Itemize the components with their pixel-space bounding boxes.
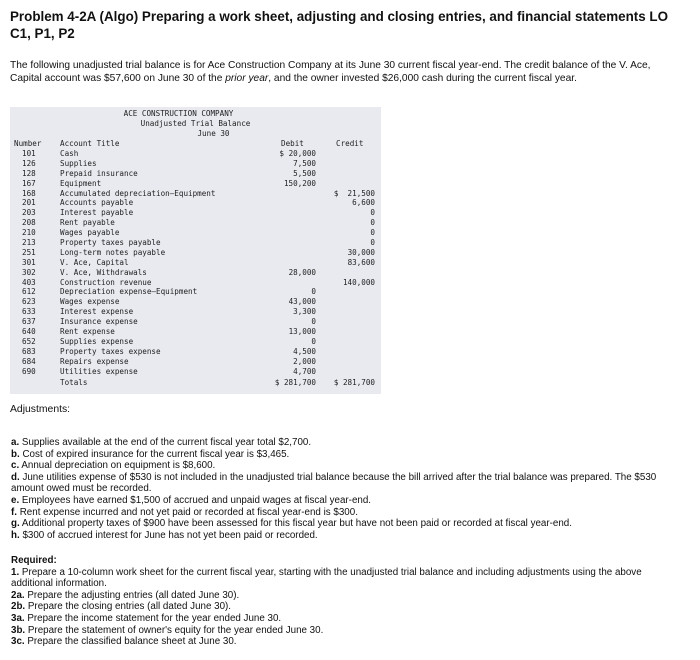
- list-item: [11, 460, 661, 472]
- account-number: 213: [22, 238, 36, 248]
- trial-balance-table: [10, 107, 381, 394]
- account-title: Repairs expense: [60, 356, 129, 366]
- account-title: Utilities expense: [60, 366, 138, 376]
- account-title: Supplies expense: [60, 336, 134, 346]
- account-title: Construction revenue: [60, 277, 152, 287]
- account-title: Equipment: [60, 178, 102, 188]
- adjustments-label: Adjustments:: [10, 404, 71, 415]
- company-name: ACE CONSTRUCTION COMPANY: [123, 109, 234, 118]
- table-row: [10, 367, 381, 377]
- table-row: [10, 347, 381, 357]
- account-title: Long-term notes payable: [60, 247, 166, 257]
- table-row: [10, 218, 381, 228]
- account-title: Property taxes payable: [60, 238, 161, 248]
- table-row: [10, 307, 381, 317]
- account-title: Depreciation expense—Equipment: [60, 287, 198, 297]
- account-number: 201: [22, 198, 36, 208]
- trial-balance-subtitle: Unadjusted Trial Balance: [140, 119, 251, 128]
- adjustment-text: June utilities expense of $530 is not included in the unadjusted trial balance because the bill arrived after the trial balance was prepared. The $530 amount owed must be recorded.: [11, 471, 657, 495]
- table-row: [10, 248, 381, 258]
- adjustment-text: Additional property taxes of $900 have been assessed for this fiscal year but have not been paid or recorded at fiscal year-end.: [21, 518, 572, 530]
- adjustment-letter: g.: [11, 518, 20, 530]
- problem-title: Problem 4-2A (Algo) Preparing a work sheet, adjusting and closing entries, and financial statements LO C1, P1, P2: [10, 9, 669, 41]
- header-account-title: Account Title: [60, 139, 120, 148]
- account-title: Rent payable: [60, 218, 115, 228]
- account-title: Interest expense: [60, 307, 134, 317]
- table-row: [10, 268, 381, 278]
- table-row: [10, 149, 381, 159]
- list-item: [11, 567, 661, 590]
- account-title: Accounts payable: [60, 198, 134, 208]
- account-number: 210: [22, 228, 36, 238]
- table-row: [10, 297, 381, 307]
- table-row: [10, 327, 381, 337]
- adjustment-letter: f.: [11, 506, 17, 518]
- account-number: 640: [22, 327, 36, 337]
- account-title: Rent expense: [60, 327, 115, 337]
- debit-amount: 43,000: [288, 297, 316, 307]
- account-number: 302: [22, 267, 36, 277]
- list-item: [11, 449, 661, 461]
- account-title: Cash: [60, 149, 79, 158]
- account-title: Interest payable: [60, 208, 134, 218]
- adjustment-text: Cost of expired insurance for the current fiscal year is $3,465.: [22, 448, 290, 460]
- required-text: Prepare the income statement for the year ended June 30.: [27, 612, 282, 624]
- account-number: 101: [22, 149, 36, 158]
- list-item: [11, 636, 661, 648]
- account-number: 683: [22, 346, 36, 356]
- account-number: 403: [22, 277, 36, 287]
- table-row: [10, 258, 381, 268]
- credit-amount: 0: [370, 208, 375, 218]
- list-item: [11, 530, 661, 542]
- debit-amount: 0: [311, 336, 316, 346]
- required-text: Prepare the adjusting entries (all dated June 30).: [27, 589, 240, 601]
- adjustment-letter: a.: [11, 437, 20, 448]
- list-item: [11, 472, 661, 495]
- account-number: 690: [22, 366, 36, 376]
- list-item: [11, 590, 661, 602]
- account-number: 203: [22, 208, 36, 218]
- debit-amount: 0: [311, 287, 316, 297]
- header-debit: Debit: [281, 139, 304, 148]
- required-number: 2a.: [11, 589, 25, 601]
- adjustment-letter: e.: [11, 494, 20, 506]
- account-number: 208: [22, 218, 36, 228]
- debit-amount: 7,500: [293, 158, 316, 168]
- adjustment-text: Rent expense incurred and not yet paid or recorded at fiscal year-end is $300.: [19, 506, 358, 518]
- account-title: Prepaid insurance: [60, 168, 138, 178]
- table-row: [10, 337, 381, 347]
- required-number: 3b.: [11, 624, 26, 636]
- header-number: Number: [14, 139, 42, 148]
- debit-amount: 28,000: [288, 267, 316, 277]
- totals-label: Totals: [60, 378, 88, 387]
- account-number: 652: [22, 336, 36, 346]
- required-text: Prepare a 10-column work sheet for the current fiscal year, starting with the unadjusted trial balance and including adjustments using the above additional information.: [11, 566, 642, 590]
- debit-amount: 5,500: [293, 168, 316, 178]
- adjustments-list: [11, 437, 661, 541]
- credit-amount: 83,600: [347, 257, 375, 267]
- adjustment-letter: d.: [11, 471, 20, 483]
- required-text: Prepare the classified balance sheet at June 30.: [27, 636, 237, 648]
- list-item: [11, 613, 661, 625]
- account-title: Insurance expense: [60, 317, 138, 327]
- table-row: [10, 198, 381, 208]
- list-item: [11, 507, 661, 519]
- list-item: [11, 518, 661, 530]
- trial-balance-rows: [10, 149, 381, 376]
- table-row: [10, 169, 381, 179]
- table-row: [10, 189, 381, 199]
- credit-amount: 140,000: [342, 277, 375, 287]
- table-row: [10, 357, 381, 367]
- debit-amount: $ 20,000: [279, 149, 316, 158]
- trial-balance-date: June 30: [197, 129, 230, 138]
- table-row: [10, 238, 381, 248]
- account-title: Wages expense: [60, 297, 120, 307]
- account-number: 623: [22, 297, 36, 307]
- account-title: Wages payable: [60, 228, 120, 238]
- totals-row: [10, 378, 381, 388]
- account-number: 684: [22, 356, 36, 366]
- required-label: Required:: [11, 555, 57, 566]
- debit-amount: 0: [311, 317, 316, 327]
- intro-text-2: , and the owner invested $26,000 cash during the current fiscal year.: [268, 72, 577, 84]
- account-number: 301: [22, 257, 36, 267]
- account-title: Supplies: [60, 158, 97, 168]
- list-item: [11, 437, 661, 449]
- required-number: 3c.: [11, 636, 25, 648]
- table-row: [10, 278, 381, 288]
- credit-amount: 0: [370, 228, 375, 238]
- account-number: 128: [22, 168, 36, 178]
- list-item: [11, 495, 661, 507]
- debit-amount: 4,500: [293, 346, 316, 356]
- debit-amount: 4,700: [293, 366, 316, 376]
- intro-text-italic: prior year: [225, 72, 269, 84]
- credit-amount: 6,600: [352, 198, 375, 208]
- account-number: 126: [22, 158, 36, 168]
- account-title: Accumulated depreciation—Equipment: [60, 188, 216, 198]
- account-title: V. Ace, Withdrawals: [60, 267, 147, 277]
- credit-amount: 0: [370, 238, 375, 248]
- totals-credit: $ 281,700: [333, 378, 375, 387]
- account-number: 167: [22, 178, 36, 188]
- credit-amount: $ 21,500: [333, 188, 375, 198]
- account-number: 168: [22, 188, 36, 198]
- adjustment-text: $300 of accrued interest for June has not yet been paid or recorded.: [22, 529, 318, 541]
- trial-balance-heading: [10, 109, 381, 139]
- credit-amount: 30,000: [347, 247, 375, 257]
- adjustment-letter: c.: [11, 460, 20, 472]
- problem-intro: [10, 60, 670, 85]
- adjustment-text: Supplies available at the end of the current fiscal year total $2,700.: [21, 437, 312, 448]
- account-number: 251: [22, 247, 36, 257]
- required-list: [11, 567, 661, 648]
- credit-amount: 0: [370, 218, 375, 228]
- required-number: 3a.: [11, 612, 25, 624]
- table-row: [10, 208, 381, 218]
- required-text: Prepare the statement of owner's equity for the year ended June 30.: [27, 624, 324, 636]
- list-item: [11, 625, 661, 637]
- debit-amount: 3,300: [293, 307, 316, 317]
- table-row: [10, 159, 381, 169]
- account-number: 633: [22, 307, 36, 317]
- required-number: 2b.: [11, 601, 26, 613]
- table-row: [10, 228, 381, 238]
- adjustment-text: Employees have earned $1,500 of accrued and unpaid wages at fiscal year-end.: [21, 494, 372, 506]
- adjustment-letter: h.: [11, 529, 20, 541]
- table-row: [10, 179, 381, 189]
- table-row: [10, 317, 381, 327]
- table-row: [10, 287, 381, 297]
- debit-amount: 13,000: [288, 327, 316, 337]
- list-item: [11, 601, 661, 613]
- adjustment-letter: b.: [11, 448, 20, 460]
- intro-text-1: The following unadjusted trial balance is for Ace Construction Company at its June 30 current fiscal year-end. The credit balance of the V. Ace, Capital account was $57,600 on June 30 of the: [10, 60, 651, 84]
- totals-debit: $ 281,700: [274, 378, 316, 387]
- header-credit: Credit: [336, 139, 364, 148]
- adjustment-text: Annual depreciation on equipment is $8,600.: [21, 460, 216, 472]
- account-number: 637: [22, 317, 36, 327]
- account-number: 612: [22, 287, 36, 297]
- required-text: Prepare the closing entries (all dated June 30).: [27, 601, 232, 613]
- account-title: V. Ace, Capital: [60, 257, 129, 267]
- required-section: [11, 555, 661, 648]
- debit-amount: 150,200: [283, 178, 316, 188]
- account-title: Property taxes expense: [60, 346, 161, 356]
- required-number: 1.: [11, 566, 20, 578]
- debit-amount: 2,000: [293, 356, 316, 366]
